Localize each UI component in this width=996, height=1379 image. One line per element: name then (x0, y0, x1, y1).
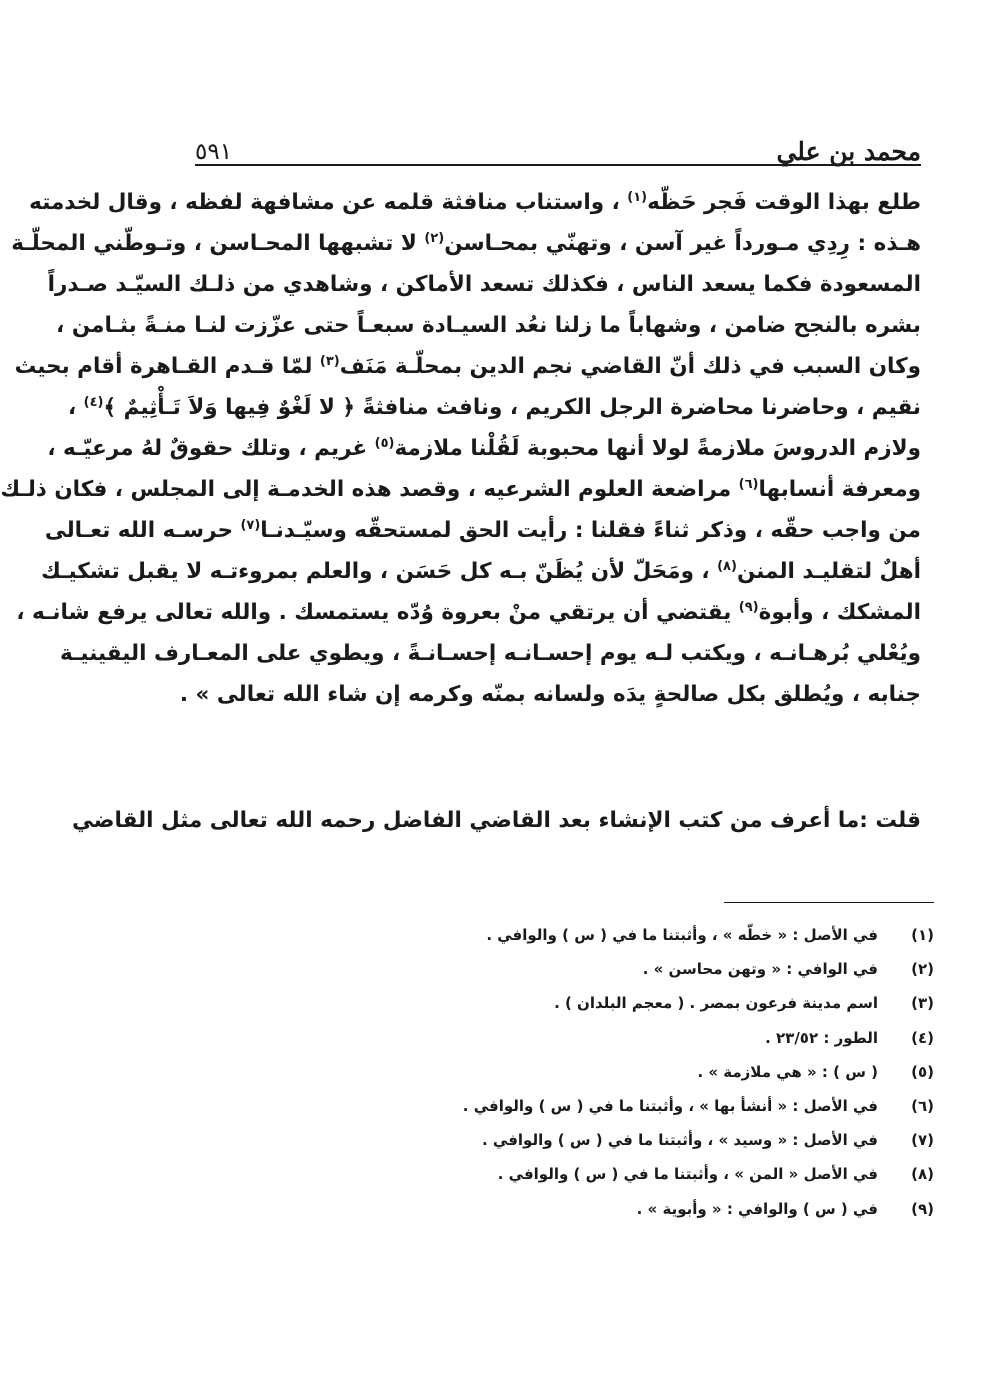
footnote-item (454, 1055, 934, 1089)
text-line (68, 387, 921, 428)
footnote-number: (٥) (911, 1062, 934, 1081)
closing-text: ما أعرف من كتب الإنشاء بعد القاضي الفاضل رحمه الله تعالى مثل القاضي (72, 808, 860, 833)
running-head: محمد بن علي (776, 137, 921, 166)
footnote-text: في الأصل : « أنشأ بها » ، وأثبتنا ما في ( س ) والوافي . (462, 1097, 878, 1116)
text-line (179, 674, 921, 715)
footnote-text: في ( س ) والوافي : « وأبوية » . (636, 1199, 878, 1218)
footnote-text: اسم مدينة فرعون بمصر . ( معجم البلدان ) . (554, 994, 878, 1013)
line-text-continued: حرسـه الله تعـالى (44, 518, 241, 543)
text-line (56, 305, 921, 346)
line-text: طلع بهذا الوقت فَجر حَظّه (647, 190, 921, 215)
footnote-item (454, 1192, 934, 1226)
text-line (60, 633, 921, 674)
header-rule (195, 164, 921, 166)
line-text: نقيم ، وحاضرنا محاضرة الرجل الكريم ، ونافث منافثةً ﴿ لا لَغْوٌ فِيها وَلاَ تَـأْثِيمٌ ﴾ (103, 395, 921, 420)
text-line (0, 469, 921, 510)
footnote-rule (724, 902, 934, 903)
line-text-continued: لا تشبهها المحـاسن ، وتـوطّني المحلّـة (11, 231, 425, 256)
text-line (41, 551, 921, 592)
footnote-item (454, 1021, 934, 1055)
footnote-number: (١) (911, 926, 934, 944)
text-line (11, 223, 921, 264)
line-text: هـذه : رِدِي مـورداً غير آسن ، وتهنّي بمحـاسن (444, 231, 921, 256)
footnote-number: (٩) (911, 1199, 934, 1218)
text-line (44, 510, 921, 551)
footnote-number: (٧) (911, 1131, 934, 1150)
footnote-marker: (٨) (717, 558, 737, 574)
footnote-number: (٣) (911, 994, 934, 1013)
footnote-marker: (٥) (374, 435, 395, 451)
footnote-marker: (٣) (319, 353, 340, 369)
footnote-marker: (٢) (424, 230, 445, 246)
text-line (47, 428, 921, 469)
line-text: أهلٌ لتقليـد المنن (736, 559, 921, 584)
line-text: من واجب حقّه ، وذكر ثناءً فقلنا : رأيت الحق لمستحقّه وسيّـدنـا (260, 518, 921, 543)
line-text-continued: ، واستناب منافثة قلمه عن مشافهة لفظه ، وقال لخدمته (29, 190, 628, 215)
text-line (29, 182, 921, 223)
line-text-continued: غريم ، وتلك حقوقٌ لهُ مرعيّـه ، (47, 436, 375, 461)
footnote-marker: (٤) (83, 394, 104, 410)
line-text-continued: يقتضي أن يرتقي منْ بعروة وُدّه يستمسك . والله تعالى يرفع شانـه ، (16, 600, 739, 625)
footnote-marker: (٩) (738, 599, 759, 615)
main-text (0, 182, 921, 715)
footnote-text: في الأصل « المن » ، وأثبتنا ما في ( س ) والوافي . (497, 1165, 878, 1184)
footnote-item (454, 1089, 934, 1123)
line-text-continued: لمّا قـدم القـاهرة أقام بحيث (14, 354, 320, 379)
line-text: وكان السبب في ذلك أنّ القاضي نجم الدين بمحلّـة مَنَف (339, 354, 921, 379)
page-header (195, 118, 921, 164)
footnote-text: في الأصل : « خطّه » ، وأثبتنا ما في ( س ) والوافي . (486, 926, 878, 944)
footnote-number: (٤) (911, 1028, 934, 1047)
footnotes (454, 918, 934, 1226)
line-text: ويُعْلي بُرهـانـه ، ويكتب لـه يوم إحسـانـه إحسـانـةً ، ويطوي على المعـارف اليقينيـة (60, 641, 921, 666)
line-text-continued: مراضعة العلوم الشرعيه ، وقصد هذه الخدمـة إلى المجلس ، فكان ذلـك (0, 477, 739, 502)
footnote-number: (٢) (911, 960, 934, 979)
line-text-continued: ، ومَحَلّ لأن يُظَنّ بـه كل حَسَن ، والعلم بمروءتـه لا يقبل تشكيـك (41, 559, 718, 584)
line-text-continued: ، (68, 395, 84, 420)
footnote-text: ( س ) : « هي ملازمة » . (697, 1062, 878, 1081)
line-text: المشكك ، وأبوة (758, 600, 921, 625)
footnote-item (454, 986, 934, 1020)
footnote-number: (٦) (911, 1097, 934, 1116)
footnote-number: (٨) (911, 1165, 934, 1184)
line-text: بشره بالنجح ضامن ، وشهاباً ما زلنا نعُد السيـادة سبعـاً حتى عزّزت لنـا منـةً بثـامن ، (56, 313, 921, 338)
footnote-item (454, 1123, 934, 1157)
text-line (47, 264, 921, 305)
footnote-item (454, 918, 934, 952)
closing-lead: قلت : (859, 808, 921, 833)
line-text: المسعودة فكما يسعد الناس ، فكذلك تسعد الأماكن ، وشاهدي من ذلـك السيّـد صـدراً (47, 272, 921, 297)
footnote-marker: (٦) (738, 476, 759, 492)
footnote-marker: (٧) (240, 517, 261, 533)
footnote-marker: (١) (627, 189, 648, 205)
line-text: ولازم الدروسَ ملازمةً لولا أنها محبوبة لَقُلْنا ملازمة (394, 436, 921, 461)
footnote-item (454, 1157, 934, 1191)
footnote-item (454, 952, 934, 986)
line-text: ومعرفة أنسابها (758, 477, 921, 502)
text-line (16, 592, 921, 633)
page-number: ٥٩١ (195, 139, 233, 165)
text-line (14, 346, 921, 387)
footnote-text: في الأصل : « وسيد » ، وأثبتنا ما في ( س ) والوافي . (481, 1131, 878, 1150)
footnote-text: في الوافي : « وتهن محاسن » . (642, 960, 878, 979)
footnote-text: الطور : ٢٣/٥٢ . (765, 1028, 878, 1047)
line-text: جنابه ، ويُطلق بكل صالحةٍ يدَه ولسانه بمنّه وكرمه إن شاء الله تعالى » . (179, 682, 921, 707)
closing-sentence (72, 800, 921, 841)
